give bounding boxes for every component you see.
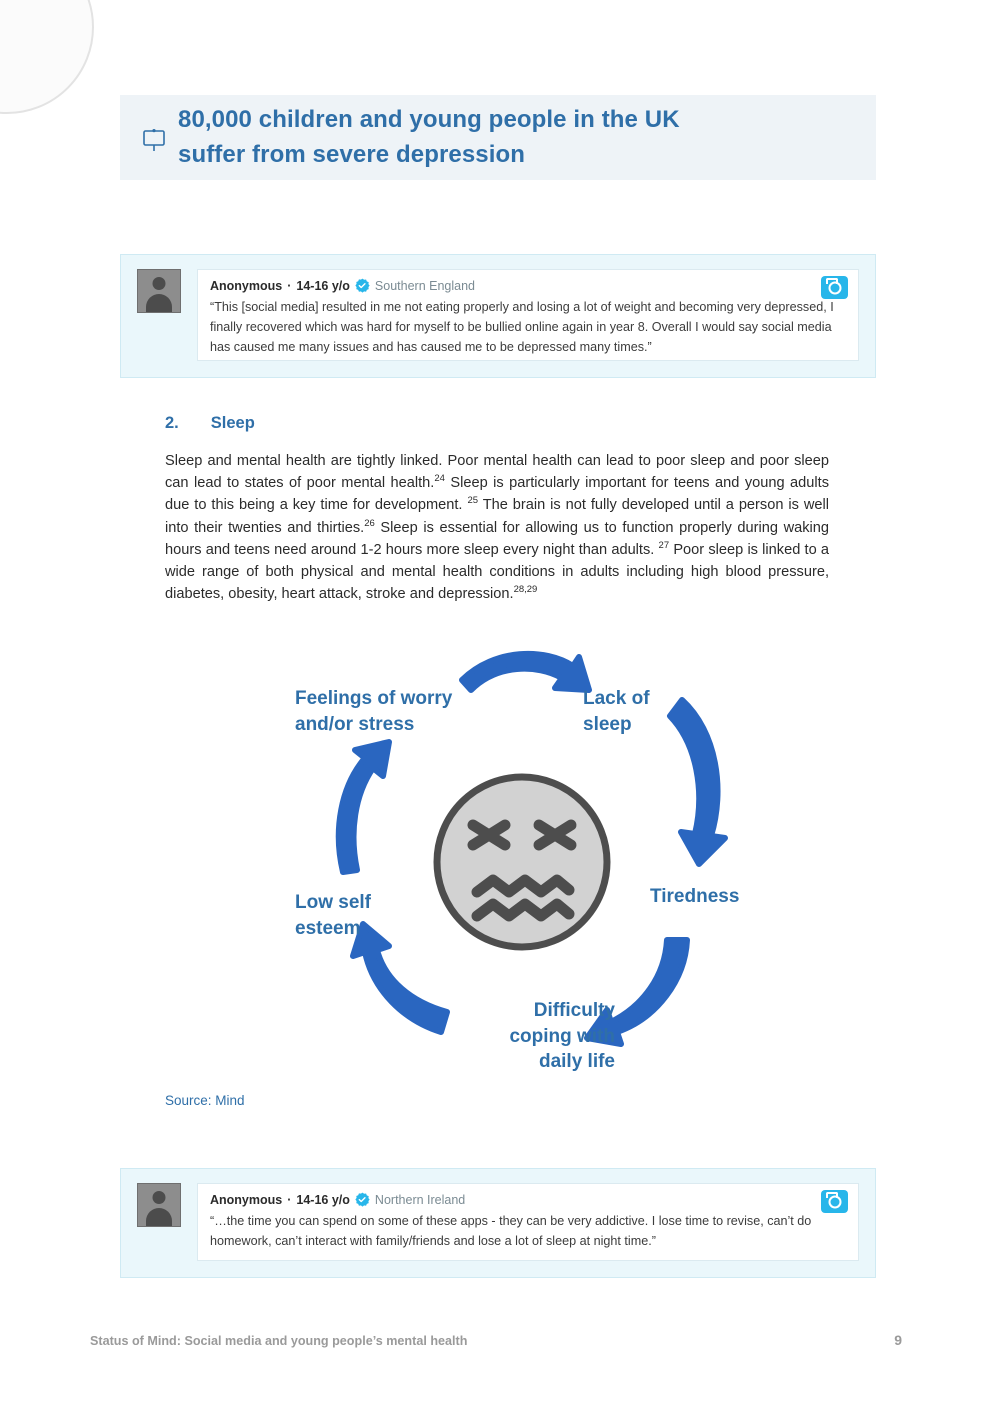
quote-author-name: Anonymous [210,1192,283,1207]
camera-icon [821,276,848,299]
quote-meta-bottom [210,1192,846,1207]
quote-author-name: Anonymous [210,278,283,293]
cycle-label-tiredness [650,884,810,910]
footer-title-bold: Status of Mind: [90,1334,181,1348]
verified-badge-icon [355,278,370,293]
quote-card-bottom [120,1168,876,1278]
cycle-label-line: coping with [509,1025,615,1047]
quote-author-location: Northern Ireland [374,1192,466,1207]
quote-meta-separator: · [287,278,292,293]
quote-meta-top [210,278,846,293]
quote-card-top [120,254,876,378]
page-footer [90,1332,902,1348]
arrow-top [462,654,589,690]
avatar [137,1183,181,1227]
quote-author-age: 14-16 y/o [296,1192,350,1207]
quote-author-age: 14-16 y/o [296,278,350,293]
presentation-board-icon [130,123,178,153]
quote-body-bottom [197,1183,859,1261]
quote-text-bottom: “…the time you can spend on some of these apps - they can be very addictive. I lose time to revise, can’t do homework, can’t interact with family/friends and lose a lot of sleep at night time.” [210,1214,812,1248]
cycle-label-line: daily life [538,1051,615,1073]
verified-badge-icon [355,1192,370,1207]
confounded-face-icon [437,777,607,947]
cycle-label-line: esteem [295,917,361,939]
banner-title-line-1: 80,000 children and young people in the UK [178,106,680,134]
cycle-label-line: Tiredness [650,886,740,907]
section-paragraph: Sleep and mental health are tightly linked. Poor mental health can lead to poor sleep and poor sleep can lead to states of poor mental health.$^{24}$ Sleep is particularly important for teens and young adults due to this being a key time for development. $^{25}$ The brain is not fully developed until a person is well into their twenties and thirties.$^{26}$ Sleep is essential for allowing us to function properly during waking hours and teens need around 1-2 hours more sleep every night than adults. $^{27}$ Poor sleep is linked to a wide range of both physical and mental health conditions in adults including high blood pressure, diabetes, obesity, heart attack, stroke and depression.$^{28,29}$ [165,453,830,603]
footer-title-rest: Social media and young people’s mental health [180,1334,468,1348]
avatar [137,269,181,313]
cycle-label-line: Feelings of worry [295,688,453,709]
footer-title [90,1334,467,1348]
cycle-label-line: and/or stress [295,713,415,735]
cycle-label-low-self-esteem [295,890,445,941]
quote-body-top [197,269,859,361]
quote-meta-separator: · [287,1192,292,1207]
cycle-label-feelings-of-worry [295,686,485,737]
cycle-label-line: Low self [295,892,372,913]
quote-author-location: Southern England [374,278,476,293]
section-number: 2. [165,414,179,432]
camera-icon [821,1190,848,1213]
cycle-label-lack-of-sleep [583,686,703,737]
page-number: 9 [894,1332,902,1348]
section-title: Sleep [210,414,255,432]
decorative-corner-arc [0,0,94,114]
cycle-label-difficulty-coping [455,998,615,1075]
section-heading [165,414,255,433]
cycle-label-line: sleep [583,713,632,735]
cycle-label-line: Lack of [583,688,650,709]
sleep-cycle-diagram [165,640,865,1110]
banner-title-line-2: suffer from severe depression [178,140,526,168]
quote-text-top: “This [social media] resulted in me not eating properly and losing a lot of weight and becoming very depressed, I finally recovered which was hard for myself to be bullied online again in year 8. Overall I would say social media has caused me many issues and has caused me to be depressed many times.” [210,300,834,354]
banner-title-block [178,103,680,171]
cycle-label-line: Difficulty [533,1000,615,1021]
arrow-left [339,742,389,872]
header-banner [120,95,876,180]
diagram-source: Source: Mind [165,1093,245,1108]
